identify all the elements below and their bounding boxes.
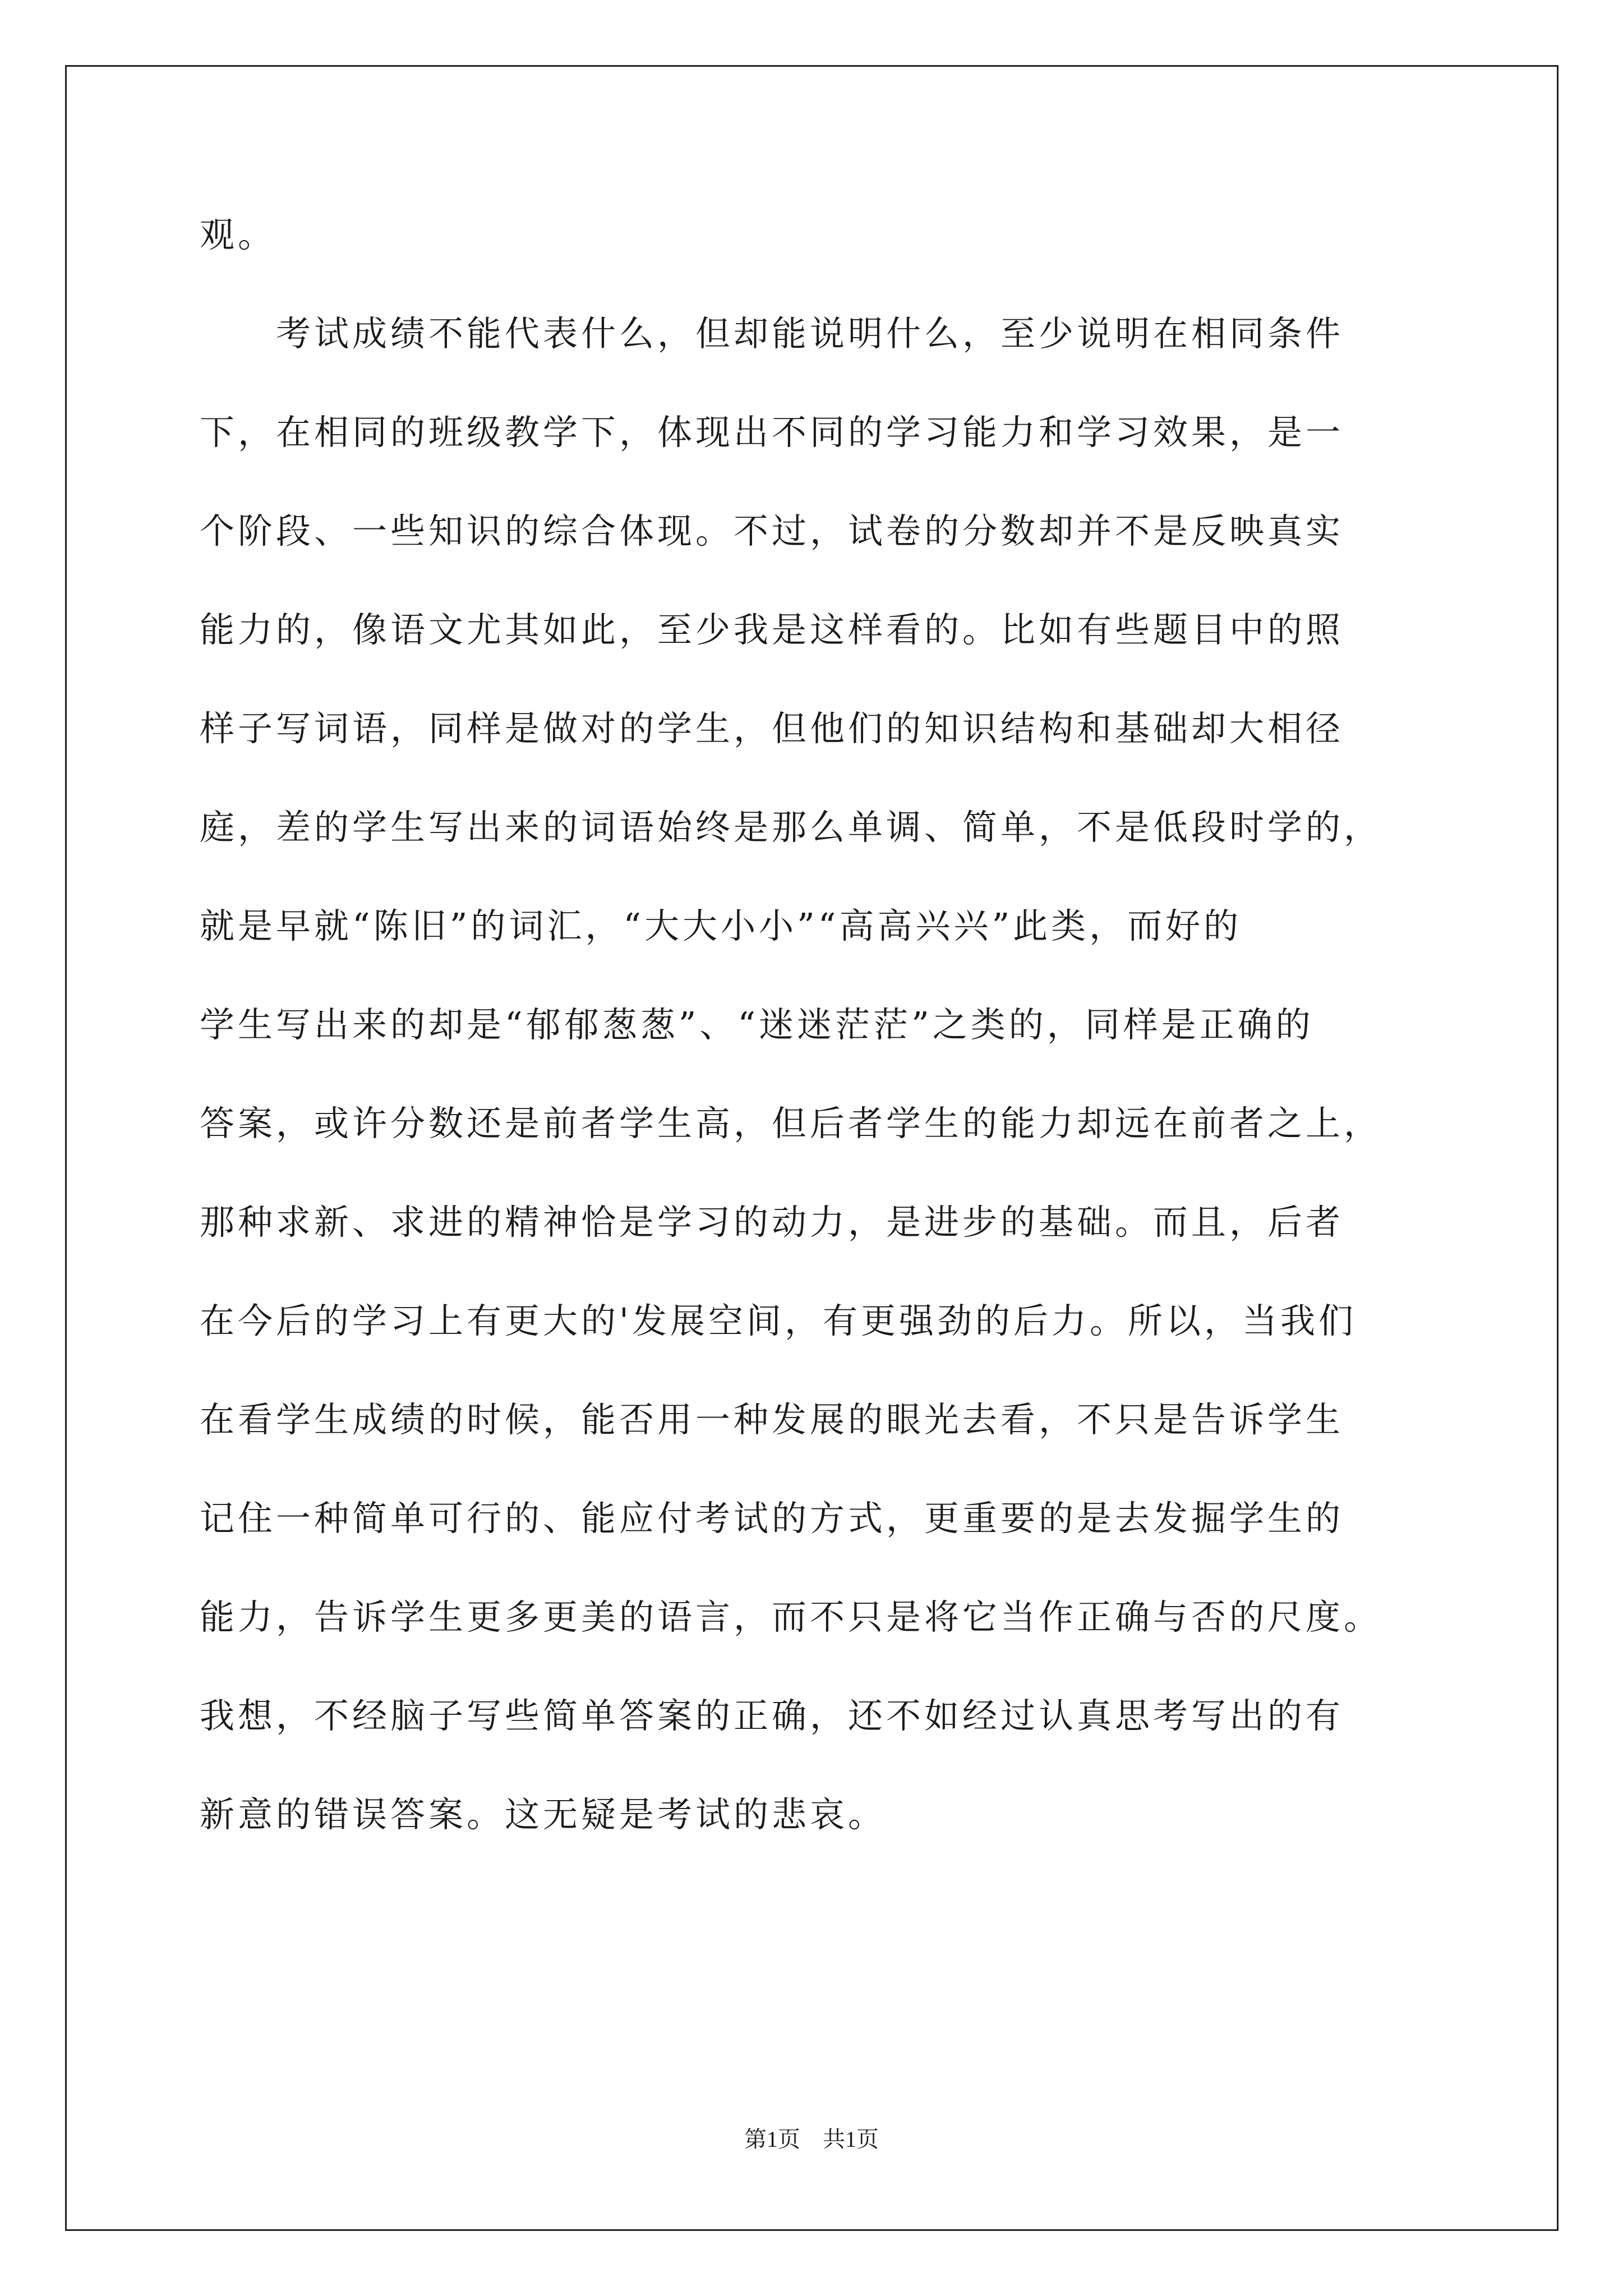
page-total: 共1页 bbox=[823, 2127, 879, 2152]
text-line: 观。 bbox=[200, 214, 276, 255]
text-line: 我想，不经脑子写些简单答案的正确，还不如经过认真思考写出的有 bbox=[200, 1695, 1344, 1736]
text-line: 能力，告诉学生更多更美的语言，而不只是将它当作正确与否的尺度。 bbox=[200, 1596, 1382, 1637]
page-number: 第1页 bbox=[744, 2127, 800, 2152]
text-line: 新意的错误答案。这无疑是考试的悲哀。 bbox=[200, 1794, 887, 1835]
text-line: 在看学生成绩的时候，能否用一种发展的眼光去看，不只是告诉学生 bbox=[200, 1399, 1344, 1440]
text-line: 就是早就“陈旧”的词汇，“大大小小”“高高兴兴”此类，而好的 bbox=[200, 905, 1242, 946]
text-line: 在今后的学习上有更大的'发展空间，有更强劲的后力。所以，当我们 bbox=[200, 1300, 1357, 1341]
text-line: 考试成绩不能代表什么，但却能说明什么，至少说明在相同条件 bbox=[200, 313, 1344, 354]
text-line: 庭，差的学生写出来的词语始终是那么单调、简单，不是低段时学的， bbox=[200, 807, 1382, 848]
text-line: 学生写出来的却是“郁郁葱葱”、“迷迷茫茫”之类的，同样是正确的 bbox=[200, 1004, 1314, 1045]
text-line: 记住一种简单可行的、能应付考试的方式，更重要的是去发掘学生的 bbox=[200, 1498, 1344, 1539]
page-footer bbox=[0, 2123, 1623, 2156]
text-line: 那种求新、求进的精神恰是学习的动力，是进步的基础。而且，后者 bbox=[200, 1202, 1344, 1243]
text-line: 能力的，像语文尤其如此，至少我是这样看的。比如有些题目中的照 bbox=[200, 609, 1344, 650]
text-line: 下，在相同的班级教学下，体现出不同的学习能力和学习效果，是一 bbox=[200, 412, 1344, 453]
document-body bbox=[200, 208, 1428, 1887]
text-line: 样子写词语，同样是做对的学生，但他们的知识结构和基础却大相径 bbox=[200, 708, 1344, 749]
text-line: 个阶段、一些知识的综合体现。不过，试卷的分数却并不是反映真实 bbox=[200, 510, 1344, 551]
text-line: 答案，或许分数还是前者学生高，但后者学生的能力却远在前者之上， bbox=[200, 1103, 1382, 1144]
